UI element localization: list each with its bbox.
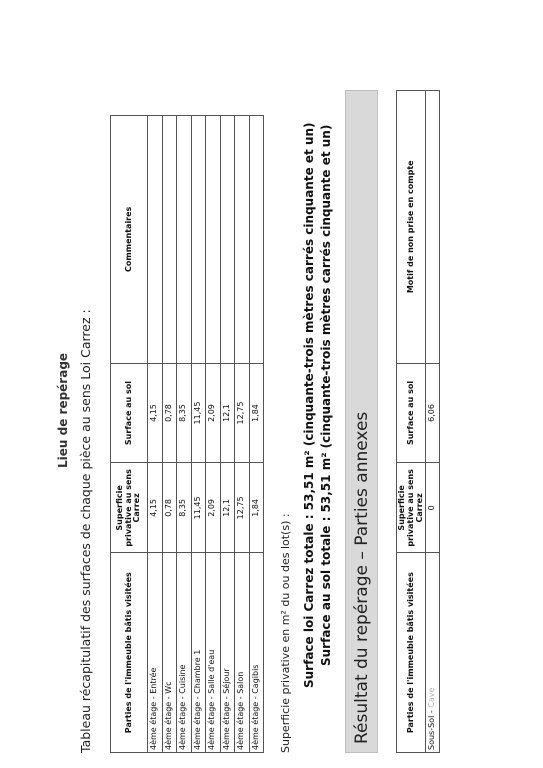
annex-section-banner <box>345 90 378 753</box>
sol-value: 2,09 <box>206 363 221 463</box>
comment <box>235 116 250 364</box>
total-carrez: Surface loi Carrez totale : 53,51 m² (cinquante-trois mètres carrés cinquante et un) <box>302 122 316 688</box>
carrez-value: 12,75 <box>235 463 250 553</box>
sol-value: 12,1 <box>220 363 235 463</box>
header-carrez: Superficie privative au sens Carrez <box>397 463 426 553</box>
cut-off-heading: Lieu de repérage <box>56 352 70 468</box>
carrez-summary-table <box>110 115 264 753</box>
sol-value: 1,84 <box>249 363 264 463</box>
room-name: 4ème étage - Chambre 1 <box>191 553 206 753</box>
comment <box>191 116 206 364</box>
room-name-prefix: Sous-Sol - <box>427 707 437 750</box>
surface-note: Superficie privative en m² du ou des lot(s) : <box>279 513 292 753</box>
carrez-value: 11,45 <box>191 463 206 553</box>
table-header-row <box>397 91 426 753</box>
header-parties: Parties de l'immeuble bâtis visitées <box>111 553 148 753</box>
total-sol: Surface au sol totale : 53,51 m² (cinquante-trois mètres carrés cinquante et un) <box>319 124 333 666</box>
header-motif: Motif de non prise en compte <box>397 91 426 364</box>
comment <box>177 116 192 364</box>
sol-value: 12,75 <box>235 363 250 463</box>
room-name: 4ème étage - Cuisine <box>177 553 192 753</box>
table-row <box>206 116 221 753</box>
carrez-value: 12,1 <box>220 463 235 553</box>
motif <box>426 91 440 364</box>
room-name: 4ème étage - Cagibis <box>249 553 264 753</box>
sol-value: 6,06 <box>426 363 440 463</box>
comment <box>148 116 163 364</box>
carrez-value: 2,09 <box>206 463 221 553</box>
carrez-value: 0 <box>426 463 440 553</box>
table-row <box>177 116 192 753</box>
header-carrez: Superficie privative au sens Carrez <box>111 463 148 553</box>
header-sol: Surface au sol <box>111 363 148 463</box>
table-row <box>148 116 163 753</box>
comment <box>249 116 264 364</box>
annex-section-title: Résultat du repérage – Parties annexes <box>352 411 372 744</box>
header-sol: Surface au sol <box>397 363 426 463</box>
room-name: 4ème étage - Salon <box>235 553 250 753</box>
comment <box>206 116 221 364</box>
room-name: 4ème étage - Salle d'eau <box>206 553 221 753</box>
table-header-row <box>111 116 148 753</box>
table-row <box>235 116 250 753</box>
comment <box>220 116 235 364</box>
carrez-value: 0,78 <box>162 463 177 553</box>
annex-table <box>396 90 440 753</box>
table-row <box>191 116 206 753</box>
carrez-value: 4,15 <box>148 463 163 553</box>
header-comments: Commentaires <box>111 116 148 364</box>
room-name <box>426 553 440 753</box>
table-row <box>162 116 177 753</box>
room-name: 4ème étage - Séjour <box>220 553 235 753</box>
sol-value: 11,45 <box>191 363 206 463</box>
sol-value: 4,15 <box>148 363 163 463</box>
header-parties: Parties de l'immeuble bâtis visitées <box>397 553 426 753</box>
carrez-value: 8,35 <box>177 463 192 553</box>
sol-value: 8,35 <box>177 363 192 463</box>
room-name: 4ème étage - Entrée <box>148 553 163 753</box>
table-row <box>220 116 235 753</box>
table-row <box>426 91 440 753</box>
carrez-value: 1,84 <box>249 463 264 553</box>
intro-text: Tableau récapitulatif des surfaces de chaque pièce au sens Loi Carrez : <box>78 309 93 753</box>
table-row <box>249 116 264 753</box>
sol-value: 0,78 <box>162 363 177 463</box>
room-name-rest: Cave <box>427 687 437 708</box>
room-name: 4ème étage - Wc <box>162 553 177 753</box>
comment <box>162 116 177 364</box>
